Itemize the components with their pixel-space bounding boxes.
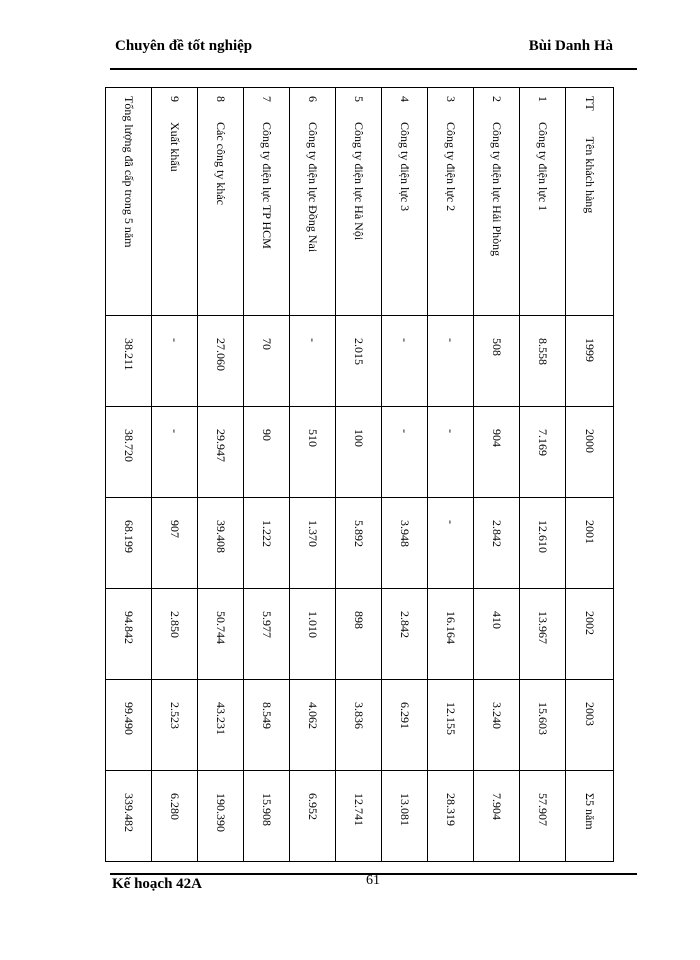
header-name-label: Tên khách hàng (583, 136, 597, 214)
table-row (474, 88, 520, 862)
table-row (336, 88, 382, 862)
value-cell: 907 (152, 498, 198, 589)
table-header-row (566, 88, 614, 862)
customer-name: Các công ty khác (214, 122, 228, 205)
value-cell: 2.850 (152, 589, 198, 680)
value-cell: 8.549 (244, 680, 290, 771)
customer-cell (198, 88, 244, 316)
total-value-cell: 339.482 (106, 771, 152, 862)
value-cell: 43.231 (198, 680, 244, 771)
value-cell: 70 (244, 316, 290, 407)
value-cell: 8.558 (520, 316, 566, 407)
row-number: 6 (306, 96, 320, 102)
value-cell: 6.952 (290, 771, 336, 862)
total-value-cell: 38.720 (106, 407, 152, 498)
customer-name: Công ty điện lực TP HCM (260, 122, 274, 249)
header-tt-label: TT (583, 96, 597, 111)
value-cell: 1.370 (290, 498, 336, 589)
table-row (290, 88, 336, 862)
value-cell: 29.947 (198, 407, 244, 498)
customer-cell (152, 88, 198, 316)
customer-cell (428, 88, 474, 316)
value-cell: 7.169 (520, 407, 566, 498)
value-cell: - (382, 316, 428, 407)
header-title: Chuyên đề tốt nghiệp (115, 38, 253, 54)
row-number: 5 (352, 96, 366, 102)
value-cell: 57.907 (520, 771, 566, 862)
value-cell: 5.892 (336, 498, 382, 589)
row-number: 3 (444, 96, 458, 102)
value-cell: 4.062 (290, 680, 336, 771)
value-cell: 2.015 (336, 316, 382, 407)
customer-name: Công ty điện lực 2 (444, 122, 458, 212)
value-cell: 12.741 (336, 771, 382, 862)
value-cell: 2.842 (474, 498, 520, 589)
header-cell-year: Σ5 năm (566, 771, 614, 862)
table-row (428, 88, 474, 862)
row-number: 8 (214, 96, 228, 102)
total-value-cell: 99.490 (106, 680, 152, 771)
value-cell: 12.155 (428, 680, 474, 771)
row-number: 1 (536, 96, 550, 102)
customer-name: Công ty điện lực 3 (398, 122, 412, 212)
value-cell: 1.010 (290, 589, 336, 680)
value-cell: - (290, 316, 336, 407)
table-row (382, 88, 428, 862)
value-cell: 1.222 (244, 498, 290, 589)
value-cell: 16.164 (428, 589, 474, 680)
total-row (106, 88, 152, 862)
value-cell: 15.603 (520, 680, 566, 771)
table-row (244, 88, 290, 862)
value-cell: 904 (474, 407, 520, 498)
table-row (520, 88, 566, 862)
table-row (198, 88, 244, 862)
value-cell: - (428, 498, 474, 589)
customer-cell (336, 88, 382, 316)
header-cell-year: 1999 (566, 316, 614, 407)
customer-name: Công ty điện lực Hà Nội (352, 122, 366, 241)
rotated-table-frame (108, 87, 614, 862)
value-cell: 100 (336, 407, 382, 498)
value-cell: 28.319 (428, 771, 474, 862)
value-cell: 27.060 (198, 316, 244, 407)
value-cell: 90 (244, 407, 290, 498)
row-number: 9 (168, 96, 182, 102)
customer-cell (244, 88, 290, 316)
total-value-cell: 38.211 (106, 316, 152, 407)
value-cell: 6.280 (152, 771, 198, 862)
value-cell: 13.967 (520, 589, 566, 680)
row-number: 2 (490, 96, 504, 102)
table-body (106, 88, 614, 862)
customer-name: Công ty điện lực Hải Phòng (490, 122, 504, 257)
customer-table (105, 87, 614, 862)
customer-name: Xuất khẩu (168, 122, 182, 172)
total-value-cell: 94.842 (106, 589, 152, 680)
value-cell: 2.523 (152, 680, 198, 771)
header-cell-year: 2002 (566, 589, 614, 680)
value-cell: 2.842 (382, 589, 428, 680)
table-row (152, 88, 198, 862)
customer-name: Công ty điện lực 1 (536, 122, 550, 212)
customer-cell (474, 88, 520, 316)
page-number: 61 (366, 873, 380, 888)
value-cell: 39.408 (198, 498, 244, 589)
footer-left: Kế hoạch 42A (112, 876, 202, 892)
total-label: Tổng lượng đã cấp trong 5 năm (106, 88, 152, 316)
value-cell: 12.610 (520, 498, 566, 589)
table-container (108, 87, 614, 862)
value-cell: 50.744 (198, 589, 244, 680)
total-value-cell: 68.199 (106, 498, 152, 589)
value-cell: 3.836 (336, 680, 382, 771)
value-cell: 15.908 (244, 771, 290, 862)
value-cell: 3.240 (474, 680, 520, 771)
header-author: Bùi Danh Hà (528, 38, 613, 54)
header-cell-year: 2001 (566, 498, 614, 589)
value-cell: 13.081 (382, 771, 428, 862)
row-number: 7 (260, 96, 274, 102)
header-cell-year: 2000 (566, 407, 614, 498)
value-cell: 898 (336, 589, 382, 680)
customer-cell (290, 88, 336, 316)
value-cell: 6.291 (382, 680, 428, 771)
value-cell: 508 (474, 316, 520, 407)
value-cell: 5.977 (244, 589, 290, 680)
value-cell: 190.390 (198, 771, 244, 862)
customer-name: Công ty điện lực Đồng Nai (306, 122, 320, 253)
value-cell: 510 (290, 407, 336, 498)
header-cell-tt (566, 88, 614, 316)
value-cell: - (152, 316, 198, 407)
value-cell: - (428, 407, 474, 498)
value-cell: 3.948 (382, 498, 428, 589)
customer-cell (520, 88, 566, 316)
value-cell: - (152, 407, 198, 498)
value-cell: - (382, 407, 428, 498)
value-cell: - (428, 316, 474, 407)
header-rule (110, 68, 637, 70)
value-cell: 410 (474, 589, 520, 680)
row-number: 4 (398, 96, 412, 102)
value-cell: 7.904 (474, 771, 520, 862)
customer-cell (382, 88, 428, 316)
header-cell-year: 2003 (566, 680, 614, 771)
